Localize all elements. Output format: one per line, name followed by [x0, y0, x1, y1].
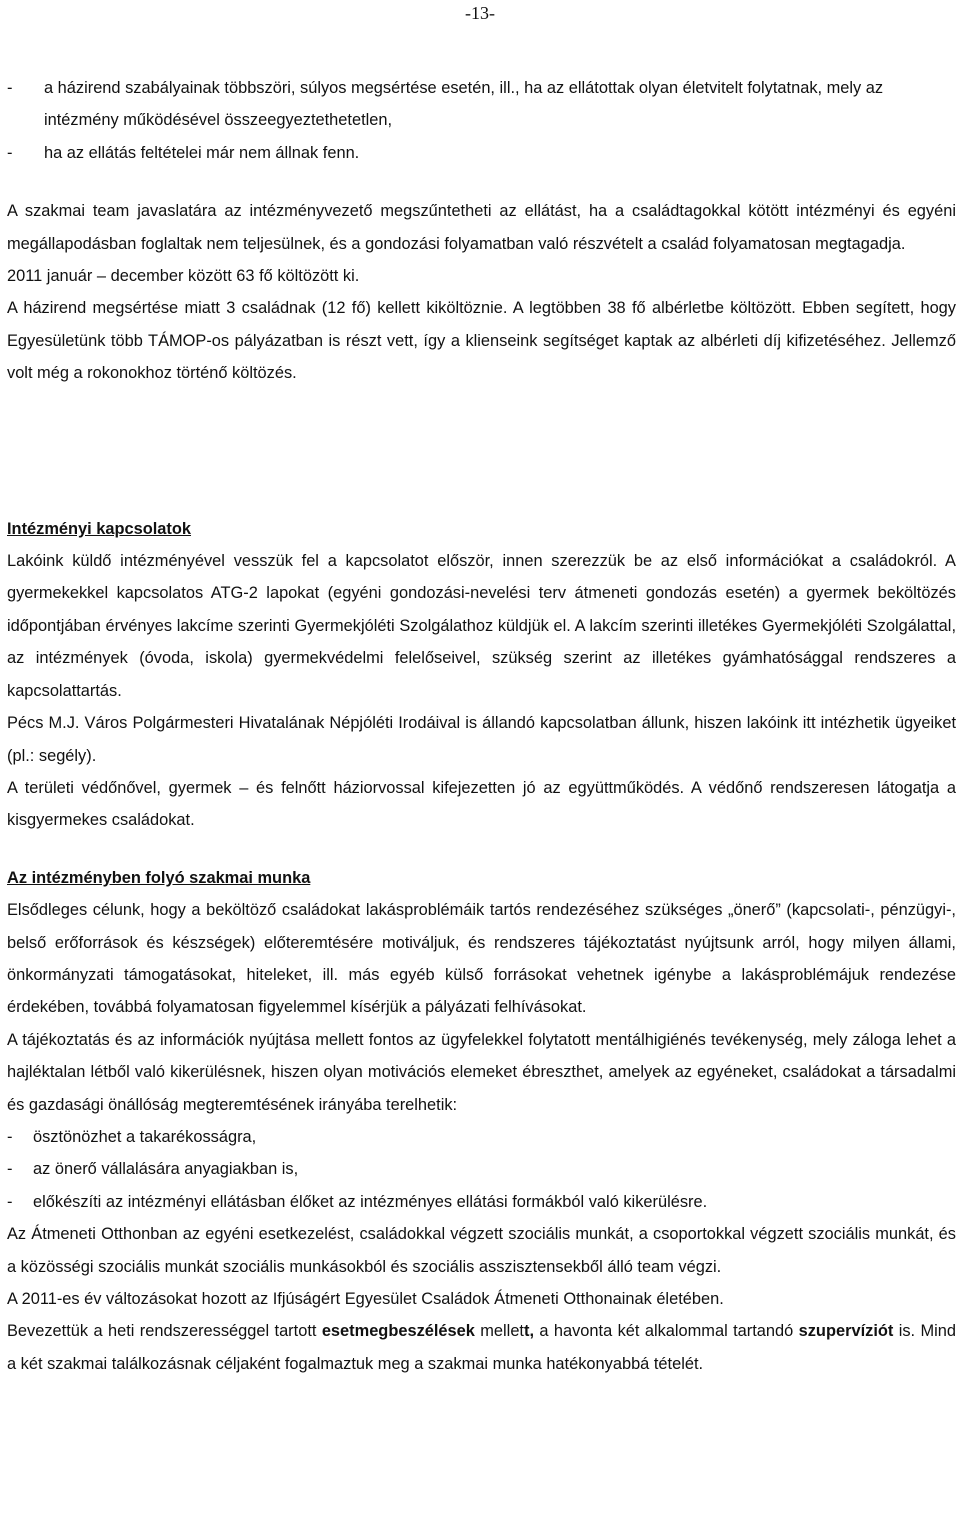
list-dash: - — [7, 1127, 13, 1146]
institutional-paragraph-2: Pécs M.J. Város Polgármesteri Hivatalának Népjóléti Irodáival is állandó kapcsolatban állunk, hiszen lakóink itt intézhetik ügyeiket (pl.: segély). — [7, 714, 956, 765]
text-run: Bevezettük a heti rendszerességgel tartott — [7, 1322, 322, 1341]
list-dash: - — [7, 143, 13, 162]
page-content — [7, 72, 956, 1380]
professional-paragraph-3: Az Átmeneti Otthonban az egyéni esetkezelést, családokkal végzett szociális munkát, a csoportokkal végzett szociális munkát, és a közösségi szociális munkát szociális munkásokból és szociális asszisztensekből álló team végzi. — [7, 1225, 956, 1276]
text-run: mellet — [474, 1322, 524, 1341]
section-heading-professional: Az intézményben folyó szakmai munka — [7, 868, 311, 887]
list-item — [7, 137, 956, 169]
institutional-paragraph-1: Lakóink küldő intézményével vesszük fel a kapcsolatot először, innen szerezzük be az első információkat a családokról. A gyermekekkel kapcsolatos ATG-2 lapokat (egyéni gondozási-nevelési terv átmeneti gondozás esetén) a gyermek beköltözés időpontjában érvényes lakcíme szerinti Gyermekjóléti Szolgálathoz küldjük el. A lakcím szerinti illetékes Gyermekjóléti Szolgálattal, az intézmények (óvoda, iskola) gyermekvédelmi felelőseivel, szükség szerint az illetékes gyámhatósággal rendszeres a kapcsolattartás. — [7, 552, 956, 700]
list-item-text: ösztönözhet a takarékosságra, — [33, 1127, 257, 1146]
list-item-text: az önerő vállalására anyagiakban is, — [33, 1160, 299, 1179]
professional-paragraph-1: Elsődleges célunk, hogy a beköltöző családokat lakásproblémáik tartós rendezéséhez szükséges „önerő” (kapcsolati-, pénzügyi-, belső erőforrások és készségek) előteremtésére motiváljuk, és rendszeres tájékoztatást nyújtsunk arról, hogy milyen állami, önkormányzati támogatásokat, hiteleket, ill. más egyéb külső forrásokat vehetnek igénybe a lakásproblémájuk rendezése érdekében, továbbá folyamatosan figyelemmel kísérjük a pályázati felhívásokat. — [7, 901, 956, 1017]
list-item-text: a házirend szabályainak többszöri, súlyos megsértése esetén, ill., ha az ellátottak olyan életvitelt folytatnak, mely az intézmény működésével összeegyeztethetetlen, — [44, 79, 884, 130]
institutional-paragraph-3: A területi védőnővel, gyermek – és felnőtt háziorvossal kifejezetten jó az együttműködés. A védőnő rendszeresen látogatja a kisgyermekes családokat. — [7, 778, 956, 830]
termination-paragraph: A szakmai team javaslatára az intézményvezető megszűntetheti az ellátást, ha a családtagokkal kötött intézményi és egyéni megállapodásban foglaltak nem teljesülnek, és a gondozási folyamatban való részvételt a család folyamatosan megtagadja. — [7, 202, 956, 253]
professional-paragraph-2: A tájékoztatás és az információk nyújtása mellett fontos az ügyfelekkel folytatott mentálhigiénés tevékenység, mely záloga lehet a hajléktalan létből való kikerülésnek, hiszen olyan motivációs elemeket ébreszthet, amelyek az egyéneket, családokat a társadalmi és gazdasági önállóság megteremtésének irányába terelhetik: — [7, 1030, 956, 1114]
bold-term-supervision: szupervíziót — [798, 1322, 894, 1341]
list-dash: - — [7, 1192, 13, 1211]
list-item — [7, 72, 956, 137]
list-dash: - — [7, 1160, 13, 1179]
moveout-details: A házirend megsértése miatt 3 családnak (12 fő) kellett kiköltöznie. A legtöbben 38 fő albérletbe költözött. Ebben segített, hogy Egyesületünk több TÁMOP-os pályázatban is részt vett, így a klienseink segítséget kaptak az albérleti díj kifizetéséhez. Jellemző volt még a rokonokhoz történő költözés. — [7, 299, 956, 383]
list-item — [7, 1186, 956, 1218]
page-number: -13- — [465, 3, 495, 23]
professional-paragraph-4: A 2011-es év változásokat hozott az Ifjúságért Egyesület Családok Átmeneti Otthonainak életében. — [7, 1290, 724, 1308]
section-heading-institutional: Intézményi kapcsolatok — [7, 519, 192, 538]
professional-paragraph-5 — [7, 1315, 956, 1380]
list-item — [7, 1121, 956, 1153]
text-run: a havonta két alkalommal tartandó — [534, 1322, 799, 1341]
list-item-text: előkészíti az intézményi ellátásban élőket az intézményes ellátási formákból való kikerülésre. — [33, 1192, 708, 1211]
text-run: is. Mind a két szakmai találkozásnak céljaként fogalmaztuk meg a szakmai munka hatékonyabbá tételét. — [7, 1322, 957, 1373]
list-item — [7, 1153, 956, 1185]
moveout-stats: 2011 január – december között 63 fő költözött ki. — [7, 267, 360, 286]
bold-text-run: t, — [524, 1322, 535, 1341]
list-dash: - — [7, 79, 13, 97]
list-item-text: ha az ellátás feltételei már nem állnak fenn. — [44, 143, 360, 162]
bold-term-case-discussions: esetmegbeszélések — [321, 1322, 475, 1341]
